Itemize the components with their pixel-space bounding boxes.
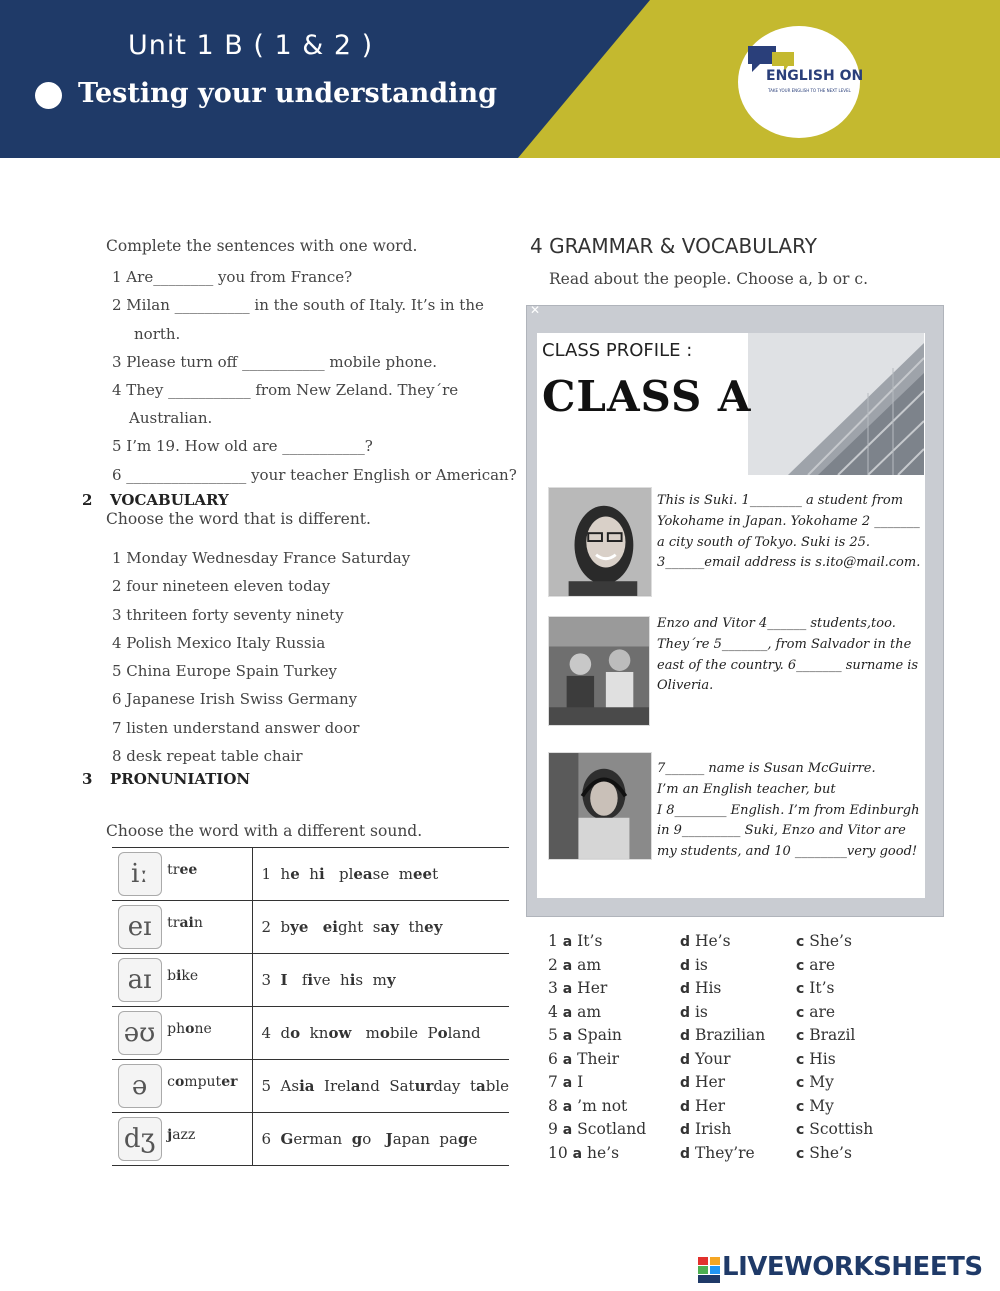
section3-number: 3 bbox=[82, 770, 93, 788]
phonetic-symbol: eɪ bbox=[118, 905, 162, 949]
word-option-part: g bbox=[351, 1130, 363, 1148]
word-option-part: h bbox=[299, 865, 319, 883]
section1-item: 3 Please turn off ___________ mobile phone. bbox=[112, 353, 438, 371]
phonetic-symbol-cell bbox=[112, 848, 167, 901]
class-profile-label: CLASS PROFILE : bbox=[542, 340, 693, 361]
word-option-part: ea bbox=[353, 865, 373, 883]
answer-option-b: d Her bbox=[680, 1073, 726, 1091]
answer-option-a: 2 a am bbox=[548, 955, 602, 974]
answer-option-c: c are bbox=[796, 1002, 836, 1021]
vocab-item: 2 four nineteen eleven today bbox=[112, 577, 331, 595]
answer-option-b: d Brazilian bbox=[680, 1026, 766, 1044]
phonetic-symbol-cell bbox=[112, 1060, 167, 1113]
enzo-vitor-paragraph: Enzo and Vitor 4______ students,too. They´re 5_______, from Salvador in the east of the country. 6_______ surname is Oliveria. bbox=[657, 616, 919, 694]
section3-title: PRONUNIATION bbox=[110, 770, 251, 788]
sound-row bbox=[112, 1060, 509, 1113]
word-option-part: G bbox=[280, 1130, 294, 1148]
word-option-part: 6 bbox=[261, 1130, 281, 1148]
phonetic-symbol: iː bbox=[118, 852, 162, 896]
section1-item: 6 ________________ your teacher English or American? bbox=[112, 466, 517, 484]
word-option-part: J bbox=[385, 1130, 393, 1148]
liveworksheets-brand: LIVEWORKSHEETS bbox=[722, 1252, 983, 1282]
answer-option-c: c Brazil bbox=[796, 1026, 856, 1044]
word-options bbox=[253, 1113, 509, 1166]
answer-option-c: c My bbox=[796, 1096, 834, 1115]
example-word bbox=[167, 1007, 253, 1060]
phonetic-symbol-cell bbox=[112, 954, 167, 1007]
word-option-part: apan pa bbox=[392, 1130, 458, 1148]
section1-instruction: Complete the sentences with one word. bbox=[106, 237, 418, 255]
sound-row bbox=[112, 1113, 509, 1166]
word-options bbox=[253, 848, 509, 901]
word-option-part: f bbox=[287, 971, 308, 989]
word-option-part: y bbox=[386, 971, 396, 989]
answer-option-b: d He’s bbox=[680, 932, 731, 950]
answer-option-c: c My bbox=[796, 1073, 834, 1091]
section1-item: north. bbox=[134, 325, 181, 343]
word-option-part: 5 As bbox=[261, 1077, 300, 1095]
word-option-part: se m bbox=[372, 865, 413, 883]
word-option-part: I bbox=[280, 971, 288, 989]
sound-row bbox=[112, 901, 509, 954]
suki-photo bbox=[548, 487, 652, 597]
answer-option-a: 3 a Her bbox=[548, 979, 608, 997]
example-word-part: o bbox=[174, 1074, 185, 1090]
example-word-part: ai bbox=[179, 915, 194, 931]
enzo-vitor-photo bbox=[548, 616, 650, 726]
word-option-part: ei bbox=[322, 918, 338, 936]
example-word bbox=[167, 954, 253, 1007]
bullet-icon bbox=[35, 82, 62, 109]
word-option-part: bile P bbox=[389, 1024, 438, 1042]
example-word-part: c bbox=[167, 1074, 175, 1090]
example-word-part: n bbox=[193, 915, 203, 931]
word-option-part: kn bbox=[300, 1024, 329, 1042]
answer-option-b: d is bbox=[680, 1002, 708, 1021]
answer-option-a: 7 a I bbox=[548, 1073, 584, 1091]
close-icon: ✕ bbox=[530, 303, 541, 317]
word-option-part: th bbox=[398, 918, 425, 936]
answer-option-a: 10 a he’s bbox=[548, 1143, 620, 1162]
word-option-part: e bbox=[290, 865, 300, 883]
answer-option-b: d is bbox=[680, 955, 708, 974]
answer-option-b: d His bbox=[680, 979, 722, 997]
section3-instruction: Choose the word with a different sound. bbox=[106, 822, 423, 840]
word-option-part: a bbox=[475, 1077, 486, 1095]
word-options bbox=[253, 954, 509, 1007]
word-option-part: o bbox=[290, 1024, 301, 1042]
word-option-part: o bbox=[362, 1130, 386, 1148]
vocab-item: 3 thriteen forty seventy ninety bbox=[112, 606, 344, 624]
section1-item: 2 Milan __________ in the south of Italy. It’s in the bbox=[112, 296, 484, 314]
word-option-part: 1 bbox=[261, 865, 281, 883]
example-word-part: b bbox=[167, 968, 177, 984]
word-option-part: erman bbox=[293, 1130, 352, 1148]
phonetic-symbol: dʒ bbox=[118, 1117, 162, 1161]
example-word-part: ke bbox=[181, 968, 199, 984]
class-name: CLASS A bbox=[542, 372, 752, 421]
word-option-part: ve h bbox=[313, 971, 350, 989]
phonetic-symbol: ə bbox=[118, 1064, 162, 1108]
answer-option-b: d Irish bbox=[680, 1120, 732, 1138]
phonetic-symbol-cell bbox=[112, 1007, 167, 1060]
word-option-part: pl bbox=[324, 865, 354, 883]
example-word-part: azz bbox=[172, 1127, 196, 1143]
section1-item: 1 Are________ you from France? bbox=[112, 268, 353, 286]
section4-title: 4 GRAMMAR & VOCABULARY bbox=[530, 234, 817, 258]
word-option-part: land bbox=[447, 1024, 481, 1042]
example-word bbox=[167, 901, 253, 954]
word-option-part: ow bbox=[328, 1024, 352, 1042]
section2-number: 2 bbox=[82, 491, 93, 509]
section1-item: 4 They ___________ from New Zeland. They´re bbox=[112, 381, 459, 399]
answer-option-a: 1 a It’s bbox=[548, 932, 603, 950]
susan-paragraph: 7______ name is Susan McGuirre. I’m an English teacher, but I 8________ English. I’m from Edinburgh in 9_________ Suki, Enzo and Vitor are my students, and 10 ________very good! bbox=[657, 761, 920, 860]
answer-option-b: d They’re bbox=[680, 1143, 755, 1162]
word-option-part: ay bbox=[380, 918, 399, 936]
example-word-part: j bbox=[167, 1127, 173, 1143]
example-word-part: i bbox=[176, 968, 182, 984]
answer-option-c: c It’s bbox=[796, 979, 835, 997]
phonetic-symbol-cell bbox=[112, 1113, 167, 1166]
word-option-part: e bbox=[468, 1130, 478, 1148]
word-option-part: 3 bbox=[261, 971, 281, 989]
word-option-part: o bbox=[379, 1024, 390, 1042]
word-option-part: a bbox=[350, 1077, 361, 1095]
phonetic-symbol: aɪ bbox=[118, 958, 162, 1002]
sound-row bbox=[112, 954, 509, 1007]
answer-option-a: 6 a Their bbox=[548, 1049, 620, 1068]
example-word-part: tr bbox=[167, 862, 180, 878]
answer-option-a: 4 a am bbox=[548, 1002, 602, 1021]
phonetic-symbol-cell bbox=[112, 901, 167, 954]
section1-item: 5 I’m 19. How old are ___________? bbox=[112, 437, 373, 455]
word-option-part: g bbox=[457, 1130, 469, 1148]
answer-option-b: d Her bbox=[680, 1096, 726, 1115]
section1-item: Australian. bbox=[129, 409, 213, 427]
word-option-part bbox=[308, 918, 322, 936]
vocab-item: 7 listen understand answer door bbox=[112, 719, 360, 737]
word-option-part: Irel bbox=[314, 1077, 351, 1095]
word-option-part: s m bbox=[355, 971, 387, 989]
word-options bbox=[253, 1060, 509, 1113]
answer-option-c: c She’s bbox=[796, 1143, 852, 1162]
pronunciation-table bbox=[112, 847, 509, 1166]
word-option-part: 2 b bbox=[261, 918, 291, 936]
word-option-part: ia bbox=[299, 1077, 315, 1095]
answer-option-a: 8 a ’m not bbox=[548, 1096, 628, 1115]
vocab-item: 1 Monday Wednesday France Saturday bbox=[112, 549, 411, 567]
word-options bbox=[253, 1007, 509, 1060]
word-option-part: 4 d bbox=[261, 1024, 291, 1042]
vocab-item: 4 Polish Mexico Italy Russia bbox=[112, 634, 326, 652]
word-option-part: i bbox=[318, 865, 325, 883]
example-word bbox=[167, 1060, 253, 1113]
section2-instruction: Choose the word that is different. bbox=[106, 510, 371, 528]
example-word-part: o bbox=[185, 1021, 195, 1037]
word-option-part: t bbox=[432, 865, 439, 883]
answer-option-c: c are bbox=[796, 955, 836, 974]
answer-option-a: 9 a Scotland bbox=[548, 1120, 647, 1138]
section2-title: VOCABULARY bbox=[110, 491, 229, 509]
answer-option-c: c His bbox=[796, 1049, 836, 1068]
section4-instruction: Read about the people. Choose a, b or c. bbox=[549, 270, 868, 288]
word-option-part: ght s bbox=[337, 918, 381, 936]
vocab-item: 5 China Europe Spain Turkey bbox=[112, 662, 337, 680]
example-word-part: ne bbox=[194, 1021, 212, 1037]
header-banner bbox=[0, 0, 1000, 158]
example-word-part: mput bbox=[184, 1074, 222, 1090]
answer-option-a: 5 a Spain bbox=[548, 1026, 622, 1044]
word-option-part: i bbox=[349, 971, 356, 989]
answer-option-c: c She’s bbox=[796, 932, 852, 950]
example-word-part: er bbox=[221, 1074, 238, 1090]
answer-option-c: c Scottish bbox=[796, 1120, 874, 1138]
vocab-item: 6 Japanese Irish Swiss Germany bbox=[112, 690, 358, 708]
word-option-part: h bbox=[280, 865, 291, 883]
word-option-part: ur bbox=[414, 1077, 434, 1095]
word-option-part: ee bbox=[412, 865, 433, 883]
logo-text: ENGLISH ON bbox=[766, 68, 864, 84]
example-word-part: ee bbox=[179, 862, 198, 878]
suki-paragraph: This is Suki. 1________ a student from Yokohame in Japan. Yokohame 2 _______ a city south of Tokyo. Suki is 25. 3______email address is s.ito@mail.com. bbox=[657, 493, 921, 571]
word-option-part: day t bbox=[433, 1077, 476, 1095]
phonetic-symbol: əʊ bbox=[118, 1011, 162, 1055]
example-word-part: ph bbox=[167, 1021, 186, 1037]
word-option-part: nd Sat bbox=[360, 1077, 415, 1095]
example-word bbox=[167, 1113, 253, 1166]
word-options bbox=[253, 901, 509, 954]
building-photo bbox=[748, 333, 924, 475]
word-option-part: ble bbox=[485, 1077, 509, 1095]
word-option-part: m bbox=[351, 1024, 380, 1042]
logo-subtitle: TAKE YOUR ENGLISH TO THE NEXT LEVEL bbox=[768, 88, 851, 93]
page-title: Testing your understanding bbox=[78, 78, 497, 109]
sound-row bbox=[112, 848, 509, 901]
word-option-part: ye bbox=[290, 918, 309, 936]
word-option-part: o bbox=[437, 1024, 448, 1042]
vocab-item: 8 desk repeat table chair bbox=[112, 747, 303, 765]
answer-option-b: d Your bbox=[680, 1049, 731, 1068]
liveworksheets-logo-icon bbox=[698, 1257, 720, 1283]
example-word-part: tr bbox=[167, 915, 180, 931]
word-option-part: i bbox=[307, 971, 314, 989]
unit-title: Unit 1 B ( 1 & 2 ) bbox=[128, 30, 374, 61]
word-option-part: ey bbox=[424, 918, 443, 936]
susan-photo bbox=[548, 752, 652, 860]
sound-row bbox=[112, 1007, 509, 1060]
example-word bbox=[167, 848, 253, 901]
